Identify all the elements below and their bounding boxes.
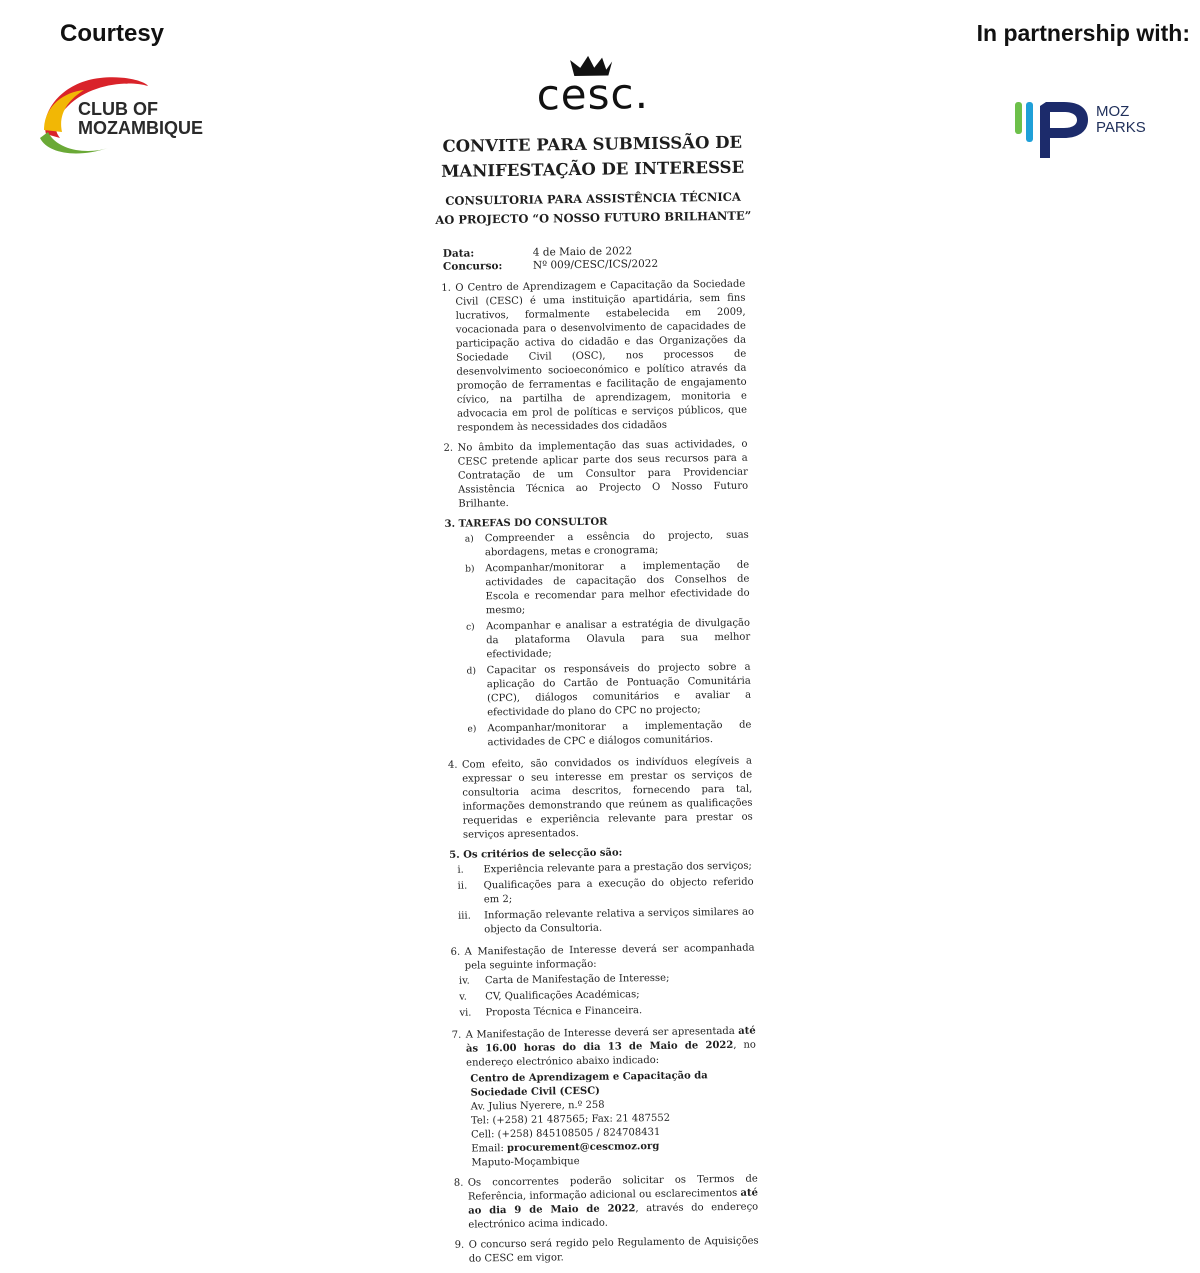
task-item: a) Compreender a essência do projecto, suas abordagens, metas e cronograma;: [464, 529, 749, 559]
doc-item: vi. Proposta Técnica e Financeira.: [459, 1005, 643, 1019]
document-meta: [443, 245, 658, 274]
section-2: 2. No âmbito da implementação das suas actividades, o CESC pretende aplicar parte dos seus recursos para a Contratação de um Consultor para Providenciar Assistência Técnica ao Projecto O Nosso Futuro Brilhante.: [443, 438, 749, 510]
section-3: 3. TAREFAS DO CONSULTOR a) Compreender a essência do projecto, suas abordagens, metas e cronograma; b) Acompanhar/monitorar a implementação de actividades de capacitação dos Conselhos de Escola e recomendar para melhor efectividade do mesmo; c) Acompanhar e analisar a estratégia de divulgação da plataforma Olavula para sua melhor efectividade; d) Capacitar os responsáveis do projecto sobre a aplicação do Cartão de Pontuação Comunitária (CPC), diálogos comunitários e avaliar a efectividade do plano do CPC no projecto; e) Acompanhar/monitorar a implementação de actividades de CPC e diálogos comunitários.: [445, 514, 752, 753]
cesc-logo: [536, 49, 650, 129]
document-subtitle: CONSULTORIA PARA ASSISTÊNCIA TÉCNICA AO PROJECTO “O NOSSO FUTURO BRILHANTE”: [435, 189, 752, 227]
partner-label: In partnership with:: [976, 20, 1190, 46]
mozparks-logo[interactable]: [1012, 98, 1152, 164]
club-logo-text: CLUB OF MOZAMBIQUE: [78, 99, 203, 138]
section-9: 9. O concurso será regido pelo Regulamento de Aquisições do CESC em vigor.: [454, 1235, 759, 1265]
tender-label: Concurso:: [442, 260, 503, 273]
date-value: 4 de Maio de 2022: [532, 245, 633, 259]
section-8: 8. Os concorrentes poderão solicitar os Termos de Referência, informação adicional ou esclarecimentos até ao dia 9 de Maio de 2022, através do endereço electrónico acima indicado.: [453, 1173, 759, 1231]
criteria-item: iii. Informação relevante relativa a serviços similares ao objecto da Consultoria.: [457, 906, 755, 936]
doc-item: v. CV, Qualificações Académicas;: [459, 989, 640, 1003]
section-5: 5. Os critérios de selecção são: i. Experiência relevante para a prestação dos serviços; ii. Qualificações para a execução do objecto referido em 2; iii. Informação relevante relativa a serviços similares ao objecto da Consultoria.: [449, 845, 754, 940]
courtesy-label: Courtesy: [60, 20, 165, 47]
document-body: [441, 278, 759, 1273]
document-title: CONVITE PARA SUBMISSÃO DE MANIFESTAÇÃO DE INTERESSE: [441, 132, 745, 181]
task-item: d) Capacitar os responsáveis do projecto sobre a aplicação do Cartão de Pontuação Comunitária (CPC), diálogos comunitários e avaliar a efectividade do plano do CPC no projecto;: [466, 661, 752, 719]
criteria-item: i. Experiência relevante para a prestação dos serviços;: [457, 860, 752, 876]
task-item: e) Acompanhar/monitorar a implementação de actividades de CPC e diálogos comunitários.: [467, 719, 752, 749]
section-1: 1. O Centro de Aprendizagem e Capacitação da Sociedade Civil (CESC) é uma instituição apartidária, sem fins lucrativos, formalmente estabelecida em 2009, vocacionada para o desenvolvimento de capacidades de participação activa do cidadão e das Organizações da Sociedade Civil (OSC), nos processos de desenvolvimento socioeconómico e político através da promoção de ferramentas e facilitação de engajamento cívico, na partilha de aprendizagem, monitoria e advocacia em prol de políticas e serviços públicos, que respondem às necessidades dos cidadãos: [441, 278, 748, 434]
section-4: 4. Com efeito, são convidados os indivíduos elegíveis a expressar o seu interesse em prestar os serviços de consultoria acima descritos, fornecendo para tal, informações demonstrando que reúnem as qualificações requeridas e experiência relevante para prestar os serviços apresentados.: [447, 755, 753, 841]
section-7: 7. A Manifestação de Interesse deverá ser apresentada até às 16.00 horas do dia 13 de Maio de 2022, no endereço electrónico abaixo indicado: Centro de Aprendizagem e Capacitação da Sociedade Civil (CESC) Av. Julius Nyerere, n.º 258 Tel: (+258) 21 487565; Fax: 21 487552 Cell: (+258) 845108505 / 824708431 Email: procurement@cescmoz.org Maputo-Moçambique: [451, 1025, 756, 1169]
mozparks-mark-icon: [1012, 98, 1094, 164]
criteria-heading: Os critérios de selecção são:: [463, 847, 623, 861]
contact-email-link[interactable]: procurement@cescmoz.org: [506, 1140, 660, 1155]
tasks-heading: TAREFAS DO CONSULTOR: [458, 516, 608, 530]
task-item: c) Acompanhar e analisar a estratégia de divulgação da plataforma Olavula para sua melhor efectividade;: [465, 617, 751, 661]
mozparks-logo-text: MOZ PARKS: [1096, 103, 1146, 136]
task-item: b) Acompanhar/monitorar a implementação de actividades de capacitação dos Conselhos de Escola e recomendar para melhor efectividade do mesmo;: [465, 559, 750, 617]
section-6: 6. A Manifestação de Interesse deverá ser acompanhada pela seguinte informação: iv. Carta de Manifestação de Interesse; v. CV, Qualificações Académicas; vi. Proposta Técnica e Financeira.: [450, 942, 755, 1019]
criteria-item: ii. Qualificações para a execução do objecto referido em 2;: [457, 876, 754, 906]
notice-document: [432, 48, 766, 1265]
tender-value: Nº 009/CESC/ICS/2022: [532, 257, 659, 272]
club-of-mozambique-logo[interactable]: [38, 72, 208, 158]
contact-address: Centro de Aprendizagem e Capacitação da Sociedade Civil (CESC) Av. Julius Nyerere, n.º 258 Tel: (+258) 21 487565; Fax: 21 487552 Cell: (+258) 845108505 / 824708431 Email: procurement@cescmoz.org Maputo-Moçambique: [470, 1070, 708, 1169]
doc-item: iv. Carta de Manifestação de Interesse;: [458, 972, 670, 987]
date-label: Data:: [442, 247, 475, 260]
cesc-wordmark: cesc.: [536, 68, 650, 120]
